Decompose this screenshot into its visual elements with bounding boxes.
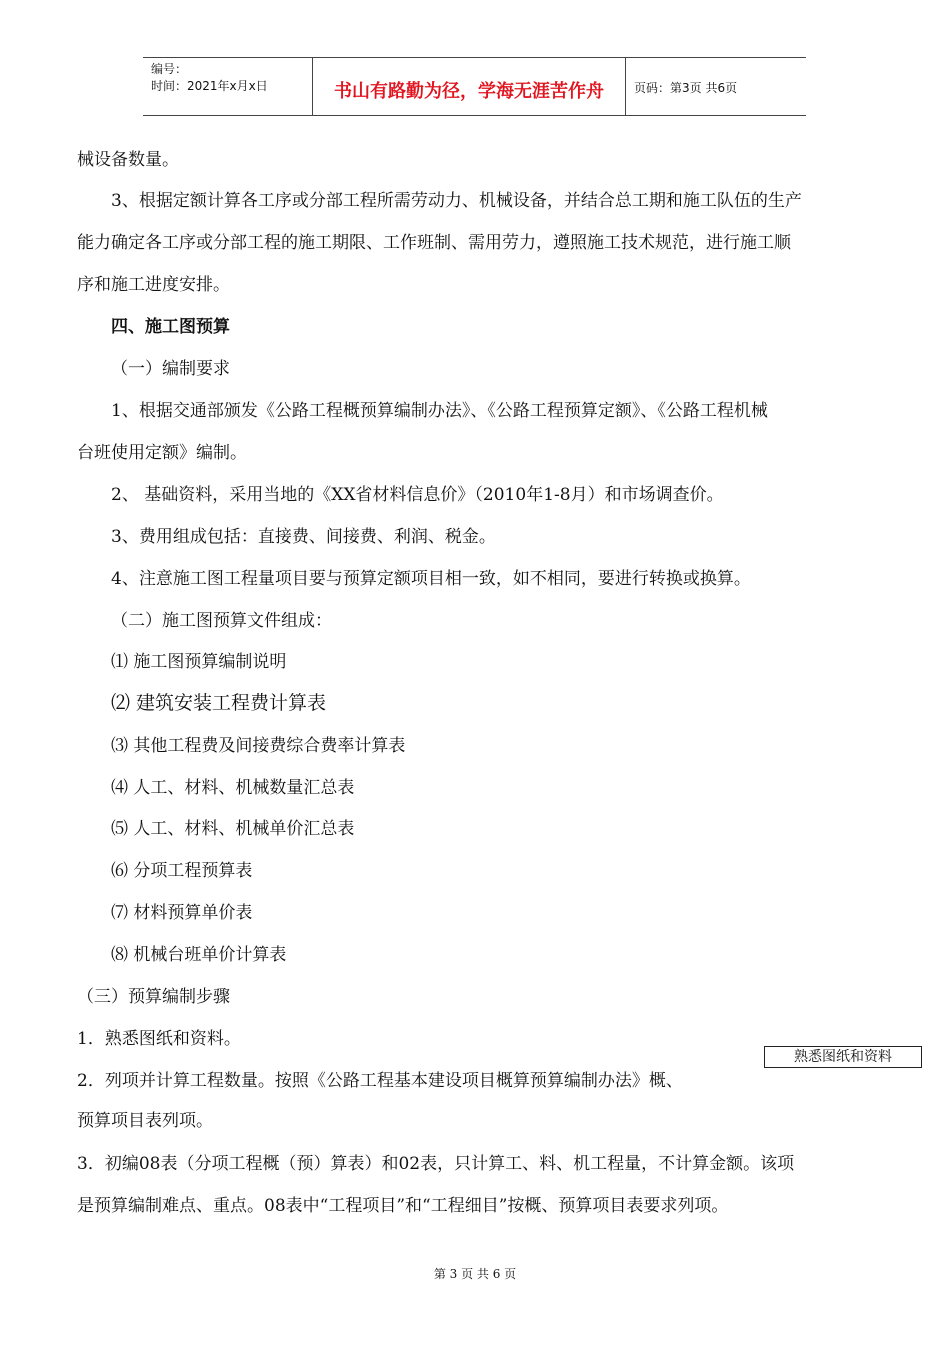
paragraph-line: 3．初编08表（分项工程概（预）算表）和02表，只计算工、料、机工程量，不计算金额。该项 bbox=[77, 1154, 795, 1174]
list-item: ⑸ 人工、材料、机械单价汇总表 bbox=[111, 819, 355, 839]
paragraph-line: 1．熟悉图纸和资料。 bbox=[77, 1029, 241, 1049]
document-number: 编号： bbox=[151, 62, 188, 76]
document-time: 时间：2021年x月x日 bbox=[151, 79, 268, 93]
subsection-heading: （一）编制要求 bbox=[111, 359, 230, 379]
subsection-heading: （二）施工图预算文件组成： bbox=[111, 611, 332, 631]
paragraph-line: 3、根据定额计算各工序或分部工程所需劳动力、机械设备，并结合总工期和施工队伍的生产 bbox=[111, 191, 802, 211]
paragraph-line: 是预算编制难点、重点。08表中“工程项目”和“工程细目”按概、预算项目表要求列项。 bbox=[77, 1196, 729, 1216]
paragraph-line: 2．列项并计算工程数量。按照《公路工程基本建设项目概算预算编制办法》概、 bbox=[77, 1071, 683, 1091]
subsection-heading: （三）预算编制步骤 bbox=[77, 987, 230, 1007]
list-item: ⑶ 其他工程费及间接费综合费率计算表 bbox=[111, 736, 406, 756]
paragraph-line: 预算项目表列项。 bbox=[77, 1111, 213, 1131]
paragraph-line: 4、注意施工图工程量项目要与预算定额项目相一致，如不相同，要进行转换或换算。 bbox=[111, 569, 751, 589]
list-item: ⑵ 建筑安装工程费计算表 bbox=[111, 692, 327, 714]
page-footer: 第 3 页 共 6 页 bbox=[433, 1267, 517, 1281]
page-header bbox=[143, 57, 806, 116]
header-motto: 书山有路勤为径，学海无涯苦作舟 bbox=[334, 81, 604, 102]
paragraph-line: 台班使用定额》编制。 bbox=[77, 443, 247, 463]
header-motto-cell bbox=[313, 58, 626, 115]
paragraph-line: 3、费用组成包括：直接费、间接费、利润、税金。 bbox=[111, 527, 496, 547]
paragraph-line: 2、 基础资料，采用当地的《XX省材料信息价》（2010年1-8月）和市场调查价。 bbox=[111, 485, 724, 505]
section-heading: 四、施工图预算 bbox=[111, 317, 230, 337]
paragraph-line: 1、根据交通部颁发《公路工程概预算编制办法》、《公路工程预算定额》、《公路工程机械 bbox=[111, 401, 768, 421]
list-item: ⑺ 材料预算单价表 bbox=[111, 903, 253, 923]
list-item: ⑷ 人工、材料、机械数量汇总表 bbox=[111, 778, 355, 798]
header-meta-cell bbox=[143, 58, 313, 115]
list-item: ⑴ 施工图预算编制说明 bbox=[111, 652, 287, 672]
paragraph-line: 械设备数量。 bbox=[77, 150, 179, 170]
list-item: ⑹ 分项工程预算表 bbox=[111, 861, 253, 881]
paragraph-line: 能力确定各工序或分部工程的施工期限、工作班制、需用劳力，遵照施工技术规范，进行施工顺 bbox=[77, 233, 791, 253]
margin-note-box: 熟悉图纸和资料 bbox=[764, 1046, 922, 1068]
header-page-number: 页码：第3页 共6页 bbox=[634, 81, 738, 95]
header-page-cell bbox=[626, 58, 806, 115]
paragraph-line: 序和施工进度安排。 bbox=[77, 275, 230, 295]
list-item: ⑻ 机械台班单价计算表 bbox=[111, 945, 287, 965]
